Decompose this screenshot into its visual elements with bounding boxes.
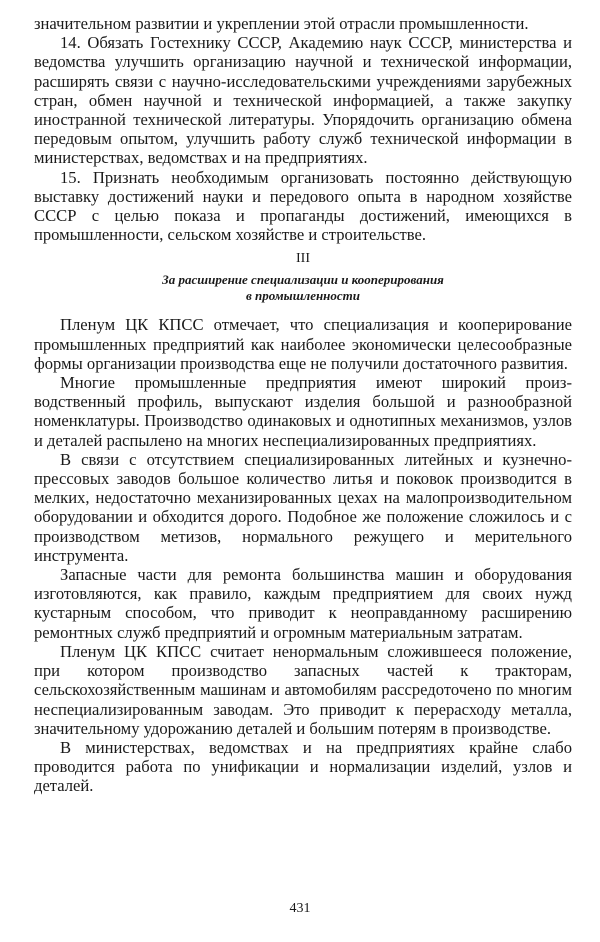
paragraph-plenum-notes: Пленум ЦК КПСС отмечает, что специализация и кооперирование промышленных предприятий как наиболее экономически целесообразные формы организации производства еще не получили достаточного развития. [34, 315, 572, 373]
paragraph-plenum-considers: Пленум ЦК КПСС считает ненормальным сложившееся положение, при котором производство запасных частей к тракторам, сельскохозяйственным машинам и автомобилям рассредоточено по многим неспециализированным заводам. Это приводит к перерасходу металла, значительному удорожанию деталей и большим потерям в производстве. [34, 641, 572, 738]
section-title [34, 272, 572, 303]
paragraph-ministries: В министерствах, ведомствах и на предприятиях крайне слабо проводится работа по унификации и нормализации изделий, узлов и деталей. [34, 737, 572, 796]
paragraph-continuation: значительном развитии и укреплении этой отрасли промышленности. [34, 14, 529, 33]
section-title-line-1: За расширение специализации и кооперирования [162, 272, 444, 288]
page-number: 431 [289, 901, 311, 916]
section-number: III [296, 251, 310, 267]
page-body [34, 14, 572, 796]
paragraph-item-14: 14. Обязать Гостехнику СССР, Академию наук СССР, министерства и ведомства улучшить организацию научной и технической информации, расширять связи с научно-исследовательскими учреждениями зарубежных стран, обмен научной и технической информацией, а также закупку иностранной технической литературы. Упорядочить организацию обмена передовым опытом, улучшить работу служб технической информации в министерствах, ведомствах и на предприятиях. [34, 33, 572, 168]
paragraph-foundry: В связи с отсутствием специализированных литейных и кузнечно-прессовых заводов большое количество литья и поковок производится в мелких, недостаточно механизированных цехах на малопроизводительном оборудовании и обходится дорого. Подобное же положение сложилось и с производством метизов, нормального режущего и мерительного инструмента. [34, 449, 572, 565]
paragraph-many-enterprises: Многие промышленные предприятия имеют широкий производственный профиль, выпускают изделия большой и разнообразной номенклатуры. Производство одинаковых и однотипных механизмов, узлов и деталей распылено на многих неспециализированных предприятиях. [34, 373, 572, 450]
section-title-line-2: в промышленности [245, 287, 361, 303]
paragraph-item-15: 15. Признать необходимым организовать постоянно действующую выставку достижений науки и передового опыта в народном хозяйстве СССР с целью показа и пропаганды достижений, имеющихся в промышленности, сельском хозяйстве и строительстве. [34, 167, 572, 245]
paragraph-spare-parts: Запасные части для ремонта большинства машин и оборудования изготовляются, как правило, каждым предприятием для своих нужд кустарным способом, что приводит к неоправданному расширению ремонтных служб предприятий и огромным материальным затратам. [34, 565, 572, 642]
